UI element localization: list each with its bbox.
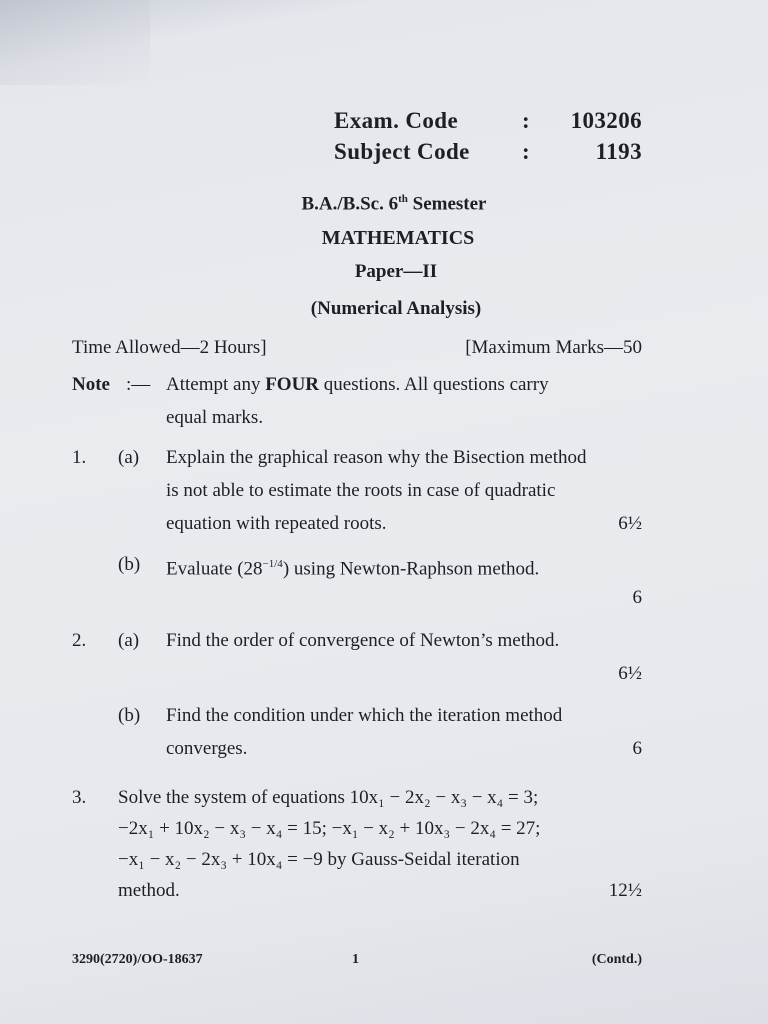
note-line-1 — [166, 368, 549, 401]
q2b-marks: 6 — [632, 738, 642, 759]
q1b-text-end: ) using Newton-Raphson method. — [282, 558, 540, 580]
q1b-marks: 6 — [632, 587, 642, 608]
course-sup: th — [398, 193, 408, 205]
q1a-label: (a) — [118, 447, 140, 468]
note-line-1-pre: Attempt any — [166, 374, 266, 395]
paper-heading: Paper—II — [354, 261, 438, 282]
q3-line-2: −2x₁ + 10x₂ − x₃ − x₄ = 15; −x₁ − x₂ + 10x₃ − 2x₄ = 27; — [118, 818, 541, 839]
q2a-line-1: Find the order of convergence of Newton’s method. — [166, 630, 560, 651]
note-bold-four: FOUR — [265, 374, 320, 395]
footer-page-number: 1 — [352, 952, 359, 967]
q2-number: 2. — [72, 630, 87, 651]
course-text: B.A./B.Sc. 6 — [301, 193, 399, 215]
note-line-2: equal marks. — [166, 407, 264, 428]
q2a-label: (a) — [118, 630, 140, 651]
subject-code-colon: : — [522, 139, 531, 164]
q1a-line-3: equation with repeated roots. — [166, 513, 387, 534]
q1a-marks: 6½ — [618, 513, 642, 534]
q3-line-1: Solve the system of equations 10x₁ − 2x₂ − x₃ − x₄ = 3; — [118, 787, 539, 808]
note-dash: :— — [126, 374, 151, 395]
subject-code-label: Subject Code — [334, 139, 470, 164]
paper-fold-shadow — [0, 0, 150, 85]
time-allowed: Time Allowed—2 Hours] — [72, 337, 267, 358]
note-label: Note — [72, 374, 110, 395]
q2b-line-1: Find the condition under which the iteration method — [166, 705, 563, 726]
exam-code-colon: : — [522, 108, 531, 133]
topic-heading: (Numerical Analysis) — [310, 298, 482, 319]
q1b-label: (b) — [118, 554, 141, 575]
course-heading — [0, 193, 768, 215]
q3-marks: 12½ — [608, 880, 642, 901]
footer-code: 3290(2720)/OO-18637 — [72, 952, 203, 967]
exam-code-label: Exam. Code — [334, 108, 459, 133]
q1b-exponent: −1/4 — [262, 558, 283, 570]
q1-number: 1. — [72, 447, 87, 468]
q3-line-4: method. — [118, 880, 180, 901]
subject-heading: MATHEMATICS — [321, 227, 475, 249]
q2b-label: (b) — [118, 705, 141, 726]
footer-contd: (Contd.) — [591, 952, 642, 967]
q1a-line-1: Explain the graphical reason why the Bisection method — [166, 447, 587, 468]
q2b-line-2: converges. — [166, 738, 248, 759]
q2a-marks: 6½ — [618, 663, 642, 684]
exam-code-value: 103206 — [570, 108, 642, 133]
q1b-text-start: Evaluate (28 — [166, 558, 263, 580]
q1b-line-1 — [166, 548, 539, 585]
q1a-line-2: is not able to estimate the roots in case of quadratic — [166, 480, 556, 501]
semester-text: Semester — [407, 193, 487, 215]
q3-number: 3. — [72, 787, 87, 808]
subject-code-value: 1193 — [595, 139, 642, 164]
maximum-marks: [Maximum Marks—50 — [465, 337, 642, 358]
note-line-1-post: questions. All questions carry — [319, 374, 549, 395]
q3-line-3: −x₁ − x₂ − 2x₃ + 10x₄ = −9 by Gauss-Seidal iteration — [118, 849, 520, 870]
